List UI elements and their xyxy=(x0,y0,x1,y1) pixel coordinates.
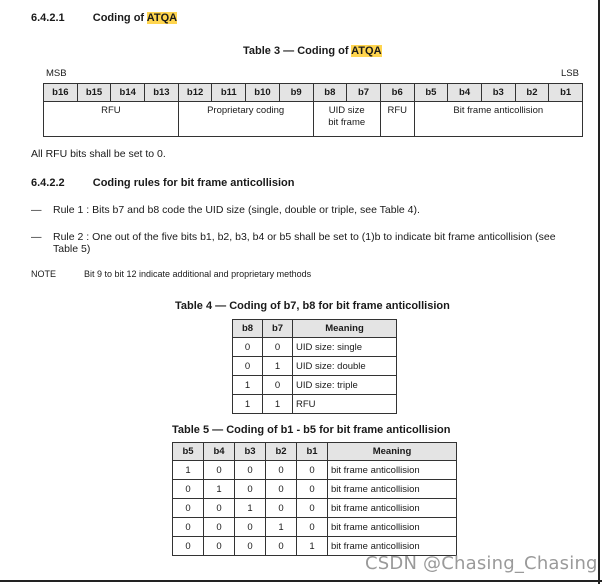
table-row xyxy=(173,480,457,499)
header-cell: b7 xyxy=(347,84,381,102)
cell-b1: 1 xyxy=(297,537,328,556)
cell-b4: 0 xyxy=(204,518,235,537)
table-row xyxy=(173,461,457,480)
header-cell: b14 xyxy=(111,84,145,102)
cell-b4: 0 xyxy=(204,461,235,480)
table-row xyxy=(173,518,457,537)
rule-1-text: Rule 1 : Bits b7 and b8 code the UID size (single, double or triple, see Table 4). xyxy=(53,204,420,216)
cell-b1: 0 xyxy=(297,518,328,537)
header-cell: b11 xyxy=(212,84,246,102)
highlighted-term: ATQA xyxy=(146,12,178,24)
cell-b3: 0 xyxy=(235,461,266,480)
table3-header-row xyxy=(44,84,583,102)
cell-b3: 0 xyxy=(235,537,266,556)
header-cell: b1 xyxy=(549,84,583,102)
header-cell: b2 xyxy=(266,443,297,461)
table3-atqa-coding xyxy=(43,83,583,137)
section-title: Coding of xyxy=(92,12,147,24)
table5-caption: Table 5 — Coding of b1 - b5 for bit frame anticollision xyxy=(172,424,451,436)
cell-b1: 0 xyxy=(297,480,328,499)
cell-b5: 0 xyxy=(173,480,204,499)
header-cell: Meaning xyxy=(293,320,397,338)
cell-b8: 1 xyxy=(233,395,263,414)
header-cell: b13 xyxy=(145,84,179,102)
group-uid-size-line2: bit frame xyxy=(328,117,366,128)
cell-b1: 0 xyxy=(297,499,328,518)
cell-b2: 0 xyxy=(266,499,297,518)
header-cell: b8 xyxy=(313,84,347,102)
table-row xyxy=(233,395,397,414)
cell-b1: 0 xyxy=(297,461,328,480)
cell-meaning: UID size: double xyxy=(293,357,397,376)
section-number: 6.4.2.1 xyxy=(31,12,65,24)
header-cell: b16 xyxy=(44,84,78,102)
table3-body-row xyxy=(44,102,583,137)
cell-b8: 0 xyxy=(233,338,263,357)
header-cell: b10 xyxy=(246,84,280,102)
cell-meaning: bit frame anticollision xyxy=(328,537,457,556)
cell-b5: 0 xyxy=(173,537,204,556)
header-cell: b9 xyxy=(279,84,313,102)
cell-b4: 0 xyxy=(204,499,235,518)
note-label: NOTE xyxy=(31,269,57,279)
header-cell: b15 xyxy=(77,84,111,102)
group-rfu-high: RFU xyxy=(44,102,179,137)
header-cell: b2 xyxy=(515,84,549,102)
section-title: Coding rules for bit frame anticollision xyxy=(92,177,295,189)
header-cell: b3 xyxy=(481,84,515,102)
cell-b7: 1 xyxy=(263,395,293,414)
header-cell: b4 xyxy=(204,443,235,461)
cell-b2: 0 xyxy=(266,461,297,480)
table-row xyxy=(233,357,397,376)
table3-caption xyxy=(243,45,382,57)
group-uid-size xyxy=(313,102,380,137)
cell-b8: 0 xyxy=(233,357,263,376)
cell-meaning: bit frame anticollision xyxy=(328,461,457,480)
dash-bullet: — xyxy=(31,204,42,216)
table5-header-row xyxy=(173,443,457,461)
header-cell: b8 xyxy=(233,320,263,338)
cell-meaning: UID size: triple xyxy=(293,376,397,395)
header-cell: b4 xyxy=(448,84,482,102)
cell-b3: 1 xyxy=(235,499,266,518)
page-bottom-border xyxy=(0,580,602,582)
group-uid-size-line1: UID size xyxy=(328,105,365,116)
cell-meaning: bit frame anticollision xyxy=(328,518,457,537)
cell-b3: 0 xyxy=(235,518,266,537)
cell-meaning: UID size: single xyxy=(293,338,397,357)
group-bit-frame-anticollision: Bit frame anticollision xyxy=(414,102,582,137)
cell-meaning: bit frame anticollision xyxy=(328,499,457,518)
watermark: CSDN @Chasing_Chasing xyxy=(365,553,598,574)
table4-uid-size xyxy=(232,319,397,414)
page-right-border xyxy=(598,0,600,584)
lsb-label: LSB xyxy=(561,68,579,79)
note-text: Bit 9 to bit 12 indicate additional and proprietary methods xyxy=(84,269,312,279)
highlighted-term: ATQA xyxy=(351,45,382,57)
cell-b4: 1 xyxy=(204,480,235,499)
header-cell: b12 xyxy=(178,84,212,102)
header-cell: Meaning xyxy=(328,443,457,461)
dash-bullet: — xyxy=(31,231,42,243)
header-cell: b1 xyxy=(297,443,328,461)
cell-meaning: RFU xyxy=(293,395,397,414)
table4-header-row xyxy=(233,320,397,338)
cell-b5: 0 xyxy=(173,499,204,518)
table-row xyxy=(233,376,397,395)
cell-b5: 0 xyxy=(173,518,204,537)
table3-caption-text: Table 3 — Coding of xyxy=(243,45,352,57)
cell-b7: 0 xyxy=(263,376,293,395)
cell-b5: 1 xyxy=(173,461,204,480)
cell-b7: 0 xyxy=(263,338,293,357)
section-number: 6.4.2.2 xyxy=(31,177,65,189)
header-cell: b5 xyxy=(414,84,448,102)
section-heading-6-4-2-1 xyxy=(31,12,177,24)
cell-b2: 0 xyxy=(266,480,297,499)
header-cell: b5 xyxy=(173,443,204,461)
header-cell: b3 xyxy=(235,443,266,461)
cell-b3: 0 xyxy=(235,480,266,499)
header-cell: b7 xyxy=(263,320,293,338)
cell-b2: 0 xyxy=(266,537,297,556)
table-row xyxy=(233,338,397,357)
group-rfu-b6: RFU xyxy=(380,102,414,137)
table-row xyxy=(173,499,457,518)
cell-b4: 0 xyxy=(204,537,235,556)
cell-b2: 1 xyxy=(266,518,297,537)
cell-b7: 1 xyxy=(263,357,293,376)
table4-caption: Table 4 — Coding of b7, b8 for bit frame anticollision xyxy=(175,300,450,312)
group-proprietary-coding: Proprietary coding xyxy=(178,102,313,137)
cell-b8: 1 xyxy=(233,376,263,395)
cell-meaning: bit frame anticollision xyxy=(328,480,457,499)
section-heading-6-4-2-2 xyxy=(31,177,294,189)
header-cell: b6 xyxy=(380,84,414,102)
msb-label: MSB xyxy=(46,68,67,79)
rule-2-line2: Table 5) xyxy=(53,243,91,255)
rule-2-line1: Rule 2 : One out of the five bits b1, b2, b3, b4 or b5 shall be set to (1)b to indicate bit frame anticollision (see xyxy=(53,231,556,243)
rule-2-text xyxy=(53,231,556,255)
rfu-note: All RFU bits shall be set to 0. xyxy=(31,148,166,160)
table5-bit-frame xyxy=(172,442,457,556)
rule-1 xyxy=(31,204,42,216)
rule-2 xyxy=(31,231,42,243)
